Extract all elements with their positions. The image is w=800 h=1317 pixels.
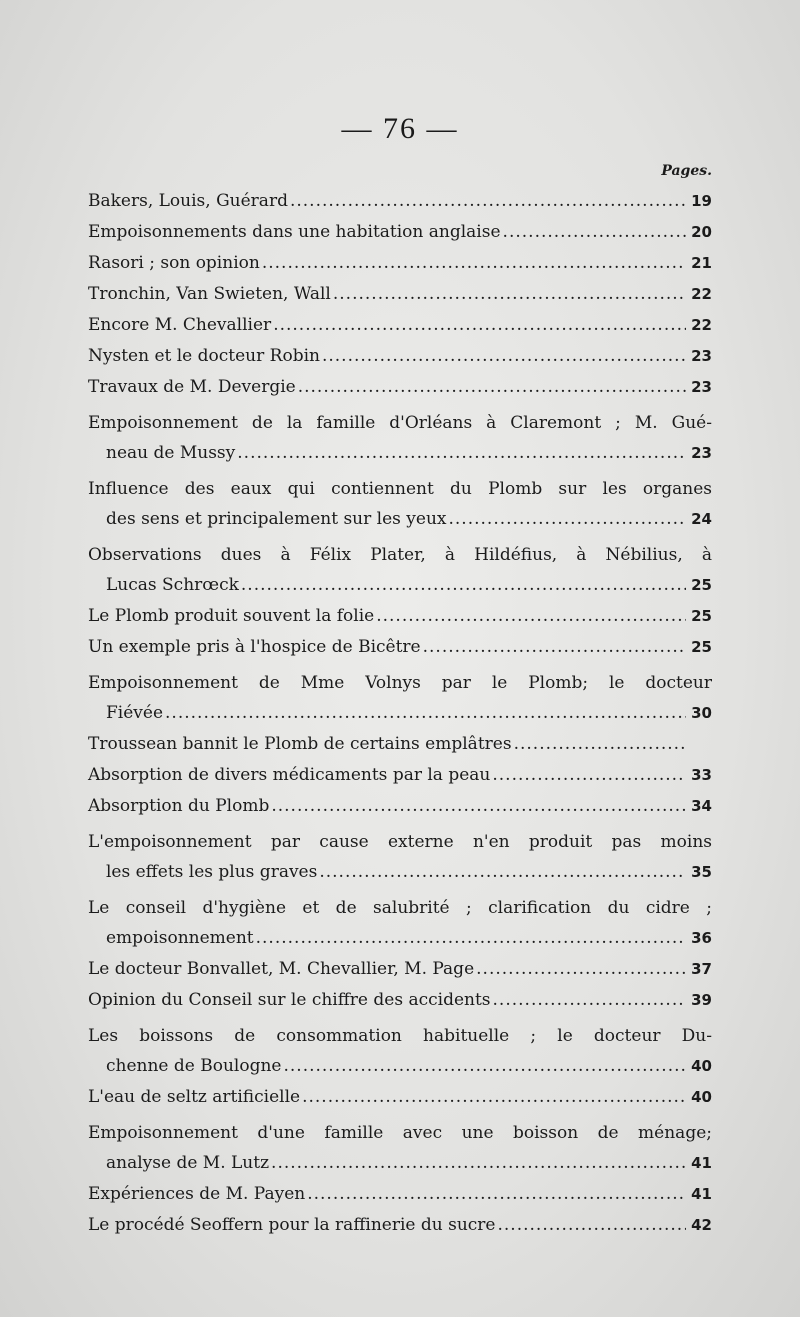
dot-leader xyxy=(514,729,686,759)
dot-leader xyxy=(503,217,686,247)
toc-entry-page: 36 xyxy=(691,929,712,947)
dot-leader xyxy=(283,1051,686,1081)
toc-entry-page: 41 xyxy=(691,1185,712,1203)
dot-leader xyxy=(498,1210,687,1240)
toc-entry-text: Les boissons de consommation habituelle ; le docteur Du- xyxy=(88,1026,712,1046)
dot-leader xyxy=(319,857,686,887)
dot-leader xyxy=(449,504,687,534)
toc-entry-row xyxy=(88,438,712,468)
toc-entry-row xyxy=(88,791,712,821)
toc-entry-text: chenne de Boulogne xyxy=(106,1056,282,1076)
toc-entry-page: 25 xyxy=(691,638,712,656)
dot-leader xyxy=(290,186,686,216)
toc-entry-text: Nysten et le docteur Robin xyxy=(88,346,320,366)
toc-entry-page: 23 xyxy=(691,378,712,396)
dot-leader xyxy=(273,310,686,340)
toc-entry xyxy=(88,1118,712,1178)
toc-entry-text: Influence des eaux qui contiennent du Plomb sur les organes xyxy=(88,479,712,499)
toc-entry-text: Absorption de divers médicaments par la peau xyxy=(88,765,491,785)
toc-entry-row xyxy=(88,1148,712,1178)
toc-entry-page: 24 xyxy=(691,510,712,528)
toc-entry-text: Empoisonnement d'une famille avec une boisson de ménage; xyxy=(88,1123,712,1143)
toc-entry-text: Tronchin, Van Swieten, Wall xyxy=(88,284,331,304)
dot-leader xyxy=(256,923,686,953)
dot-leader xyxy=(333,279,686,309)
toc-entry xyxy=(88,985,712,1015)
toc-entry-text: L'eau de seltz artificielle xyxy=(88,1087,301,1107)
toc-entry xyxy=(88,540,712,600)
toc-entry-text: Empoisonnement de la famille d'Orléans à Claremont ; M. Gué- xyxy=(88,413,712,433)
toc-entry-page: 37 xyxy=(691,960,712,978)
toc-entry xyxy=(88,217,712,247)
toc-entry xyxy=(88,474,712,534)
toc-entry-text: des sens et principalement sur les yeux xyxy=(106,509,447,529)
dot-leader xyxy=(423,632,686,662)
dot-leader xyxy=(271,791,686,821)
toc-entry-row xyxy=(88,279,712,309)
toc-entry-text: Expériences de M. Payen xyxy=(88,1184,306,1204)
toc-entry-text: Le docteur Bonvallet, M. Chevallier, M. Page xyxy=(88,959,475,979)
toc-entry xyxy=(88,760,712,790)
toc-entry-row xyxy=(88,985,712,1015)
toc-entry-text: Observations dues à Félix Plater, à Hildéfius, à Nébilius, à xyxy=(88,545,712,565)
toc-entry-row xyxy=(88,601,712,631)
toc-entry xyxy=(88,791,712,821)
toc-entry-row xyxy=(88,341,712,371)
toc-entry-page: 23 xyxy=(691,444,712,462)
toc-entry-row xyxy=(88,954,712,984)
toc-entry-text: L'empoisonnement par cause externe n'en produit pas moins xyxy=(88,832,712,852)
toc-entry-page: 22 xyxy=(691,316,712,334)
dot-leader xyxy=(165,698,686,728)
toc-entry-text: les effets les plus graves xyxy=(106,862,318,882)
toc-entry-text: Un exemple pris à l'hospice de Bicêtre xyxy=(88,637,421,657)
toc-entry xyxy=(88,1082,712,1112)
dot-leader xyxy=(493,985,686,1015)
toc-entry-page: 23 xyxy=(691,347,712,365)
toc-entry xyxy=(88,248,712,278)
toc-entry-page: 25 xyxy=(691,576,712,594)
toc-entry xyxy=(88,668,712,728)
toc-entry-row xyxy=(88,217,712,247)
toc-entry-text: Fiévée xyxy=(106,703,164,723)
toc-entry-page: 22 xyxy=(691,285,712,303)
toc-entry-row xyxy=(88,1210,712,1240)
toc-entry xyxy=(88,279,712,309)
dot-leader xyxy=(298,372,686,402)
toc-entry-text: Bakers, Louis, Guérard xyxy=(88,191,288,211)
dot-leader xyxy=(492,760,686,790)
toc-entry-row xyxy=(88,570,712,600)
toc-entry-text: empoisonnement xyxy=(106,928,254,948)
toc-entry xyxy=(88,1210,712,1240)
toc-entry-row xyxy=(88,1051,712,1081)
toc-entry xyxy=(88,186,712,216)
toc-entry-row xyxy=(88,310,712,340)
toc-entry-text: Le Plomb produit souvent la folie xyxy=(88,606,375,626)
toc-entry-row xyxy=(88,1179,712,1209)
toc-entry xyxy=(88,729,712,759)
toc-entry-row xyxy=(88,372,712,402)
toc-entry xyxy=(88,408,712,468)
toc-entry-row xyxy=(88,760,712,790)
toc-entry-text: Troussean bannit le Plomb de certains emplâtres xyxy=(88,734,512,754)
toc-entry-text: Empoisonnement de Mme Volnys par le Plomb; le docteur xyxy=(88,673,712,693)
toc-entry xyxy=(88,601,712,631)
toc-entry-text: analyse de M. Lutz xyxy=(106,1153,270,1173)
toc-entry-row xyxy=(88,504,712,534)
dot-leader xyxy=(307,1179,686,1209)
toc-entry-text: neau de Mussy xyxy=(106,443,236,463)
dot-leader xyxy=(476,954,686,984)
toc-entry xyxy=(88,827,712,887)
toc-entry-text: Lucas Schrœck xyxy=(106,575,239,595)
toc-entry-row xyxy=(88,248,712,278)
table-of-contents xyxy=(88,186,712,1240)
dot-leader xyxy=(302,1082,686,1112)
toc-entry-page: 25 xyxy=(691,607,712,625)
dot-leader xyxy=(271,1148,686,1178)
toc-entry xyxy=(88,893,712,953)
toc-entry-text: Le conseil d'hygiène et de salubrité ; clarification du cidre ; xyxy=(88,898,712,918)
toc-entry-text: Encore M. Chevallier xyxy=(88,315,272,335)
toc-entry-page: 40 xyxy=(691,1057,712,1075)
toc-entry-text: Absorption du Plomb xyxy=(88,796,270,816)
page-number: — 76 — xyxy=(341,112,459,145)
toc-entry xyxy=(88,954,712,984)
toc-entry-text: Rasori ; son opinion xyxy=(88,253,260,273)
toc-entry-page: 33 xyxy=(691,766,712,784)
toc-entry xyxy=(88,310,712,340)
toc-entry-row xyxy=(88,632,712,662)
toc-entry xyxy=(88,372,712,402)
toc-entry-page: 34 xyxy=(691,797,712,815)
toc-entry-text: Opinion du Conseil sur le chiffre des accidents xyxy=(88,990,491,1010)
pages-column-label: Pages. xyxy=(661,163,712,179)
toc-entry-page: 41 xyxy=(691,1154,712,1172)
toc-entry-row xyxy=(88,729,712,759)
toc-entry-text: Empoisonnements dans une habitation anglaise xyxy=(88,222,501,242)
dot-leader xyxy=(376,601,686,631)
toc-entry-page: 19 xyxy=(691,192,712,210)
toc-entry-page: 30 xyxy=(691,704,712,722)
toc-entry-row xyxy=(88,923,712,953)
dot-leader xyxy=(237,438,686,468)
toc-entry-page: 35 xyxy=(691,863,712,881)
dot-leader xyxy=(241,570,686,600)
toc-entry-row xyxy=(88,1082,712,1112)
toc-entry-page: 39 xyxy=(691,991,712,1009)
toc-entry-page: 42 xyxy=(691,1216,712,1234)
toc-entry xyxy=(88,1179,712,1209)
toc-entry xyxy=(88,1021,712,1081)
toc-entry-page: 20 xyxy=(691,223,712,241)
toc-entry xyxy=(88,632,712,662)
toc-entry-row xyxy=(88,857,712,887)
toc-entry-row xyxy=(88,698,712,728)
dot-leader xyxy=(262,248,686,278)
toc-entry-text: Travaux de M. Devergie xyxy=(88,377,296,397)
dot-leader xyxy=(322,341,686,371)
toc-entry-page: 21 xyxy=(691,254,712,272)
toc-entry-text: Le procédé Seoffern pour la raffinerie du sucre xyxy=(88,1215,496,1235)
toc-entry-page: 40 xyxy=(691,1088,712,1106)
toc-entry-row xyxy=(88,186,712,216)
toc-entry xyxy=(88,341,712,371)
